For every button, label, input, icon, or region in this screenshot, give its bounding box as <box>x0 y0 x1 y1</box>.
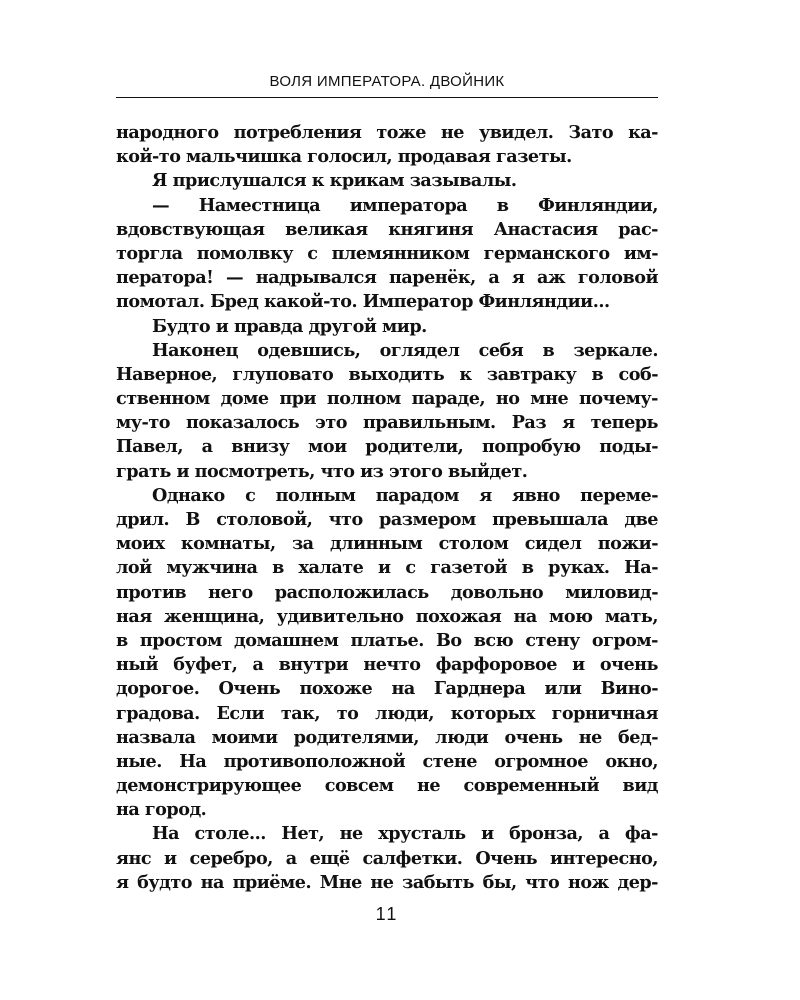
text-line: дрил. В столовой, что размером превышала две <box>116 509 658 530</box>
text-line: ный буфет, а внутри нечто фарфоровое и очень <box>116 654 658 676</box>
text-line: вдовствующая великая княгиня Анастасия рас- <box>116 218 658 240</box>
running-header: ВОЛЯ ИМПЕРАТОРА. ДВОЙНИК <box>269 73 505 90</box>
text-line: янс и серебро, а ещё салфетки. Очень интересно, <box>116 847 658 869</box>
text-line: в простом домашнем платье. Во всю стену огром- <box>116 629 658 651</box>
text-line: — Наместница императора в Финляндии, <box>152 194 658 216</box>
text-line: На столе... Нет, не хрусталь и бронза, а фа- <box>152 823 658 845</box>
text-line: ператора! — надрывался паренёк, а я аж головой <box>116 267 658 289</box>
text-line: против него расположилась довольно миловид- <box>116 581 658 603</box>
text-line: торгла помолвку с племянником германского им- <box>116 242 658 264</box>
text-line: Павел, а внизу мои родители, попробую поды- <box>116 436 658 458</box>
text-line: ные. На противоположной стене огромное окно, <box>116 750 658 772</box>
text-line: ственном доме при полном параде, но мне почему- <box>116 388 658 410</box>
text-line: му-то показалось это правильным. Раз я теперь <box>116 412 658 434</box>
page-number: 11 <box>375 904 399 924</box>
header-rule <box>116 97 658 98</box>
text-line: Однако с полным парадом я явно переме- <box>152 484 658 506</box>
text-line: градова. Если так, то люди, которых горничная <box>116 702 658 724</box>
text-line: Я прислушался к крикам зазывалы. <box>152 170 517 192</box>
text-line: ная женщина, удивительно похожая на мою мать, <box>116 605 658 627</box>
text-line: назвала моими родителями, люди очень не бед- <box>116 726 658 748</box>
text-line: Будто и правда другой мир. <box>152 315 427 337</box>
text-line: Наверное, глуповато выходить к завтраку в соб- <box>116 363 658 385</box>
text-line: демонстрирующее совсем не современный вид <box>116 775 658 797</box>
text-line: лой мужчина в халате и с газетой в руках. На- <box>116 557 658 579</box>
text-line: моих комнаты, за длинным столом сидел пожи- <box>116 533 658 555</box>
body-text <box>116 121 658 895</box>
text-line: грать и посмотреть, что из этого выйдет. <box>116 460 528 482</box>
text-line: Наконец одевшись, оглядел себя в зеркале. <box>152 339 658 361</box>
text-line: на город. <box>116 799 207 821</box>
text-line: кой-то мальчишка голосил, продавая газеты. <box>116 146 572 168</box>
text-line: я будто на приёме. Мне не забыть бы, что нож дер- <box>116 871 658 893</box>
text-line: дорогое. Очень похоже на Гарднера или Вино- <box>116 678 658 700</box>
text-line: народного потребления тоже не увидел. Зато ка- <box>116 122 658 143</box>
text-line: помотал. Бред какой-то. Император Финляндии... <box>116 291 610 313</box>
